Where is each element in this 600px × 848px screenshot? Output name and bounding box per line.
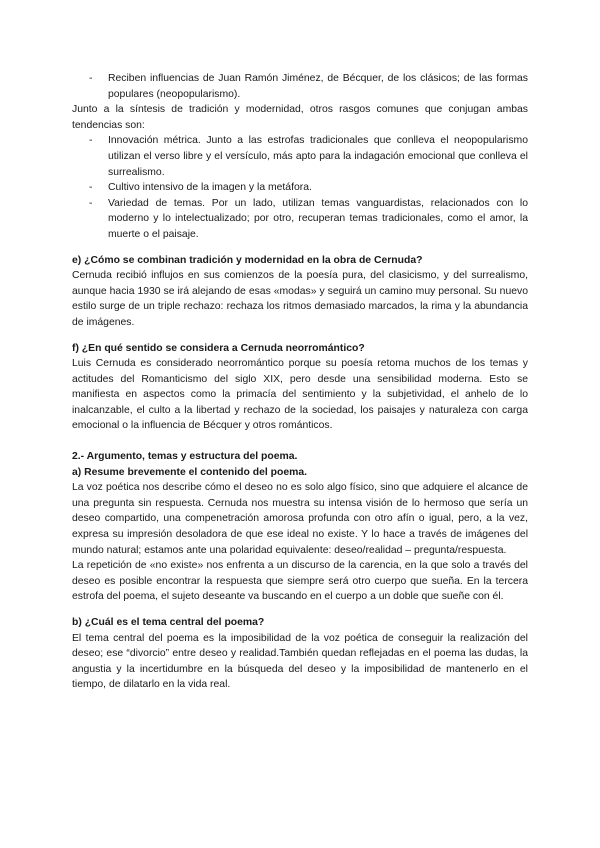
bullet-dash: - xyxy=(89,73,93,84)
list-item xyxy=(72,133,528,180)
section-b-heading: b) ¿Cuál es el tema central del poema? xyxy=(72,617,265,628)
list-item xyxy=(72,196,528,243)
section-e-body: Cernuda recibió influjos en sus comienzos de la poesía pura, del clasicismo, y del surrealismo, aunque hacia 1930 se irá alejando de esas «modas» y seguirá un camino muy personal. Su nuevo estilo surge de un triple rechazo: rechaza los ritmos demasiado marcados, la rima y la abundancia de imágenes. xyxy=(72,270,528,328)
list-item xyxy=(72,180,528,196)
list-item-text: Innovación métrica. Junto a las estrofas tradicionales que conlleva el neopopularismo utilizan el verso libre y el versículo, más apto para la indagación emocional que conlleva el surrealismo. xyxy=(108,135,528,178)
section-f-body: Luis Cernuda es considerado neorromántico porque su poesía retoma muchos de los temas y actitudes del Romanticismo del siglo XIX, pero desde una sensibilidad moderna. Esto se manifiesta en aspectos como la primacía del sentimiento y la subjetividad, el anhelo de lo inalcanzable, el culto a la libertad y rechazo de la sociedad, los paisajes y naturaleza con carga emocional o la influencia de Bécquer y otros románticos. xyxy=(72,358,528,432)
bullet-dash: - xyxy=(89,182,93,194)
bullet-dash: - xyxy=(89,197,93,209)
section-e-heading: e) ¿Cómo se combinan tradición y modernidad en la obra de Cernuda? xyxy=(72,254,423,266)
section-2a-paragraph-2: La repetición de «no existe» nos enfrenta a un discurso de la carencia, en la que solo a través del deseo es posible encontrar la respuesta que siempre será otro cuerpo que sueña. En la tercera estrofa del poema, el sujeto deseante va buscando en el cuerpo a un doble que sueñe con él. xyxy=(72,560,528,603)
section-2a-subheading: a) Resume brevemente el contenido del poema. xyxy=(72,466,308,478)
top-bullet-list xyxy=(72,71,528,102)
list-item-text: Variedad de temas. Por un lado, utilizan temas vanguardistas, relacionados con lo moderno y lo intelectualizado; por otro, recuperan temas tradicionales, como el amor, la muerte o el paisaje. xyxy=(108,197,528,240)
section-b-body: El tema central del poema es la imposibilidad de la voz poética de conseguir la realización del deseo; ese “divorcio” entre deseo y realidad.También quedan reflejadas en el poema las dudas, la angustia y la incertidumbre en la búsqueda del deseo y la imposibilidad de mantenerlo en el tiempo, de dilatarlo en la vida real. xyxy=(72,632,528,691)
section-2-heading: 2.- Argumento, temas y estructura del poema. xyxy=(72,451,298,463)
section-f-heading: f) ¿En qué sentido se considera a Cernuda neorromántico? xyxy=(72,342,365,354)
traits-list xyxy=(72,133,528,242)
list-item-text: Cultivo intensivo de la imagen y la metáfora. xyxy=(108,182,312,194)
intro-paragraph: Junto a la síntesis de tradición y modernidad, otros rasgos comunes que conjugan ambas tendencias son: xyxy=(72,104,528,131)
list-item-text: Reciben influencias de Juan Ramón Jiménez, de Bécquer, de los clásicos; de las formas populares (neopopularismo). xyxy=(108,73,528,100)
section-2a-paragraph-1: La voz poética nos describe cómo el deseo no es solo algo físico, sino que adquiere el alcance de una pregunta sin respuesta. Cernuda nos muestra su intensa visión de lo hermoso que sería un deseo compartido, una compenetración amorosa profunda con otro afín o igual, pero, a la vez, expresa su impresión desoladora de que ese ideal no existe. Y lo hace a través de imágenes del mundo natural; estamos ante una polaridad equivalente: deseo/realidad – pregunta/respuesta. xyxy=(72,482,528,556)
page-content xyxy=(72,71,528,693)
list-item xyxy=(72,71,528,102)
bullet-dash: - xyxy=(89,135,93,147)
